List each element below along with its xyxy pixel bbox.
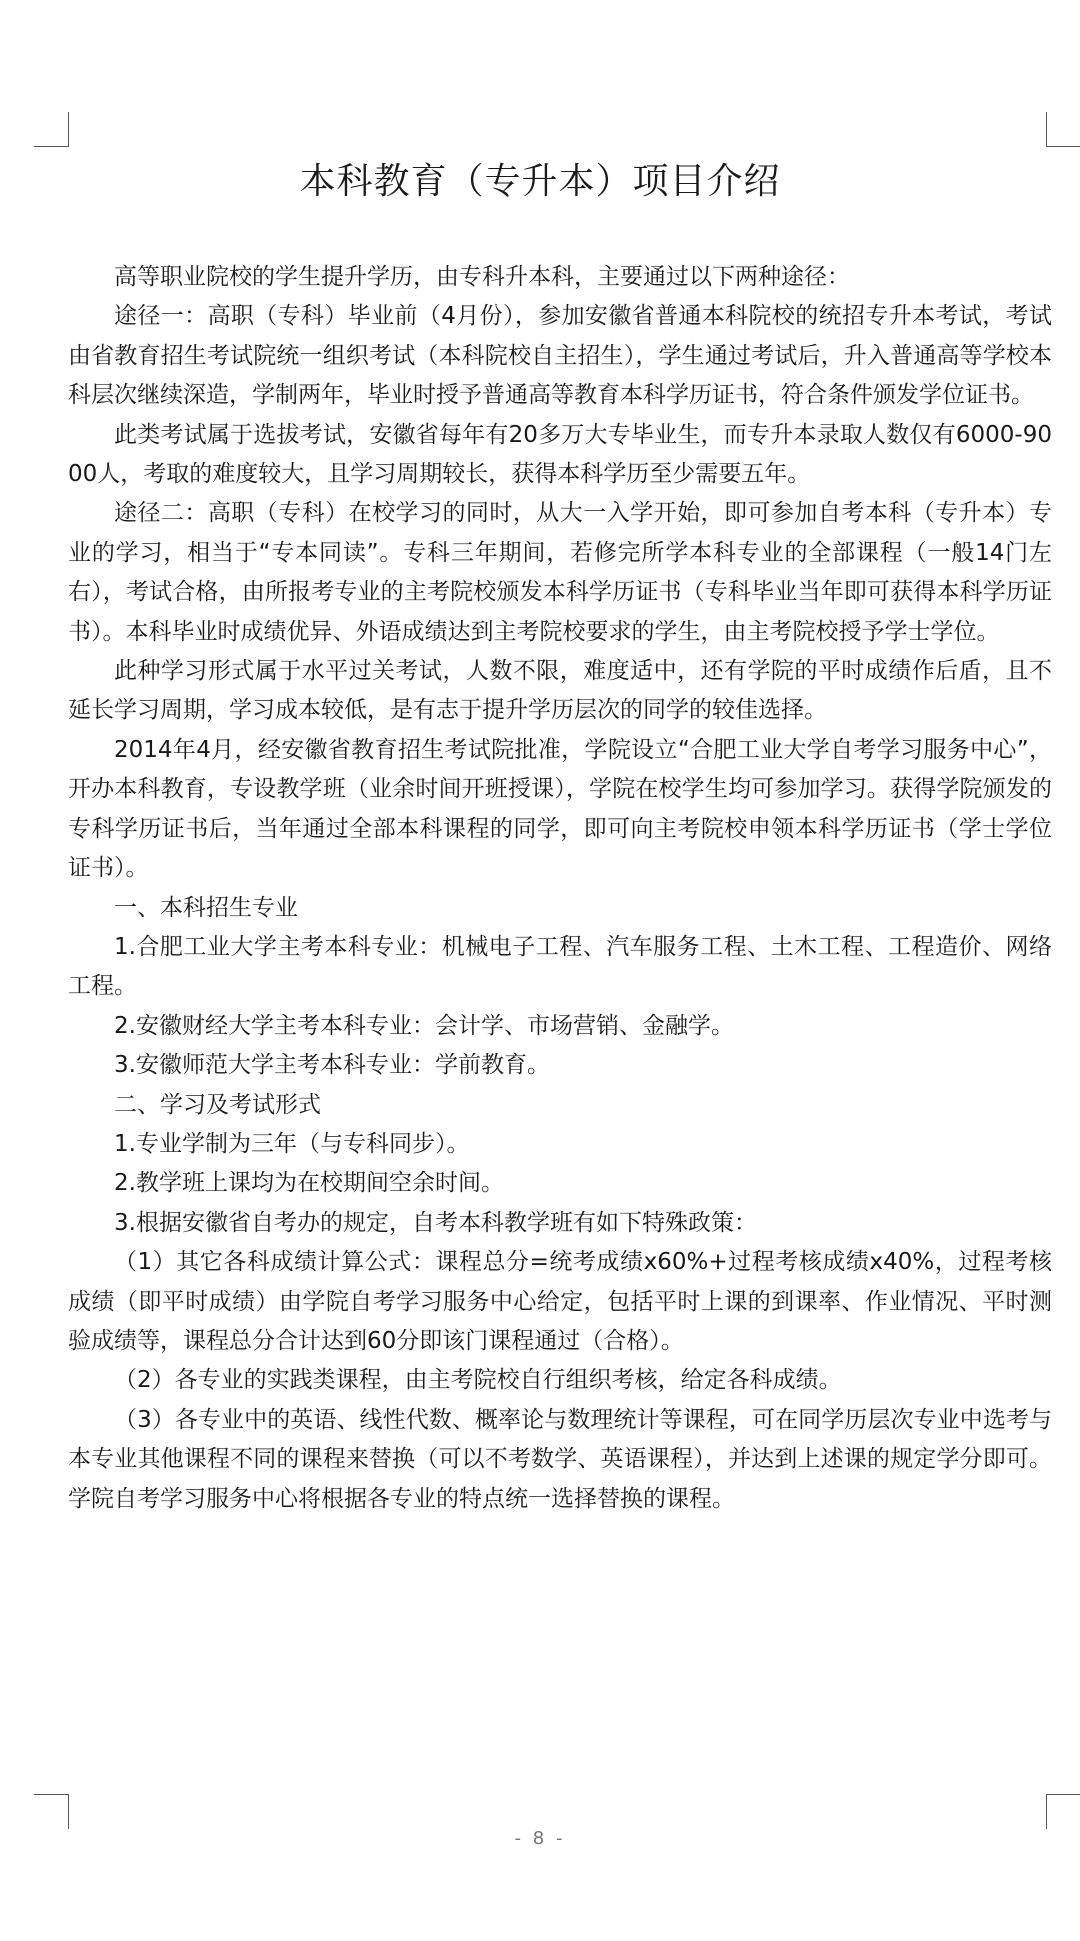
list-item-aufe-majors: 2.安徽财经大学主考本科专业：会计学、市场营销、金融学。 — [114, 1012, 734, 1039]
paragraph-center-founding: 2014年4月，经安徽省教育招生考试院批准，学院设立“合肥工业大学自考学习服务中心”，开办本科教育，专设教学班（业余时间开班授课），学院在校学生均可参加学习。获得学院颁发的专科学历证书后，当年通过全部本科课程的同学，即可向主考院校申领本科学历证书（学士学位证书）。 — [68, 736, 1052, 882]
crop-mark-top-right — [1046, 112, 1080, 147]
list-item-duration: 1.专业学制为三年（与专科同步）。 — [114, 1130, 470, 1157]
crop-mark-bottom-right — [1046, 1794, 1080, 1829]
document-body — [68, 258, 1052, 1519]
paragraph-intro: 高等职业院校的学生提升学历，由专科升本科，主要通过以下两种途径： — [114, 264, 850, 290]
section-heading-study-format: 二、学习及考试形式 — [114, 1091, 321, 1118]
list-item-class-time: 2.教学班上课均为在校期间空余时间。 — [114, 1170, 504, 1197]
paragraph-path-one: 途径一：高职（专科）毕业前（4月份），参加安徽省普通本科院校的统招专升本考试，考试由省教育招生考试院统一组织考试（本科院校自主招生），学生通过考试后，升入普通高等学校本科层次继续深造，学制两年，毕业时授予普通高等教育本科学历证书，符合条件颁发学位证书。 — [68, 303, 1052, 409]
policy-item-practice-courses: （2）各专业的实践类课程，由主考院校自行组织考核，给定各科成绩。 — [114, 1367, 842, 1394]
page-number: - 8 - — [514, 1828, 566, 1849]
paragraph-path-two: 途径二：高职（专科）在校学习的同时，从大一入学开始，即可参加自考本科（专升本）专业的学习，相当于“专本同读”。专科三年期间，若修完所学本科专业的全部课程（一般14门左右），考试合格，由所报考专业的主考院校颁发本科学历证书（专科毕业当年即可获得本科学历证书）。本科毕业时成绩优异、外语成绩达到主考院校要求的学生，由主考院校授予学士学位。 — [68, 500, 1052, 645]
crop-mark-top-left — [34, 112, 69, 147]
section-heading-majors: 一、本科招生专业 — [114, 894, 298, 921]
crop-mark-bottom-left — [34, 1794, 69, 1829]
page-title: 本科教育（专升本）项目介绍 — [299, 161, 781, 202]
paragraph-level-exam: 此种学习形式属于水平过关考试，人数不限，难度适中，还有学院的平时成绩作后盾，且不延长学习周期，学习成本较低，是有志于提升学历层次的同学的较佳选择。 — [68, 658, 1052, 724]
policy-item-grade-formula: （1）其它各科成绩计算公式：课程总分=统考成绩x60%+过程考核成绩x40%，过程考核成绩（即平时成绩）由学院自考学习服务中心给定，包括平时上课的到课率、作业情况、平时测验成绩等，课程总分合计达到60分即该门课程通过（合格）。 — [68, 1249, 1052, 1354]
policy-item-course-substitution: （3）各专业中的英语、线性代数、概率论与数理统计等课程，可在同学历层次专业中选考与本专业其他课程不同的课程来替换（可以不考数学、英语课程），并达到上述课的规定学分即可。学院自考学习服务中心将根据各专业的特点统一选择替换的课程。 — [68, 1406, 1052, 1512]
list-item-hfut-majors: 1.合肥工业大学主考本科专业：机械电子工程、汽车服务工程、土木工程、工程造价、网络工程。 — [68, 933, 1052, 1000]
paragraph-selection-exam: 此类考试属于选拔考试，安徽省每年有20多万大专毕业生，而专升本录取人数仅有6000-9000人，考取的难度较大，且学习周期较长，获得本科学历至少需要五年。 — [68, 421, 1052, 488]
list-item-special-policy: 3.根据安徽省自考办的规定，自考本科教学班有如下特殊政策： — [114, 1209, 757, 1236]
list-item-ahnu-majors: 3.安徽师范大学主考本科专业：学前教育。 — [114, 1052, 550, 1079]
